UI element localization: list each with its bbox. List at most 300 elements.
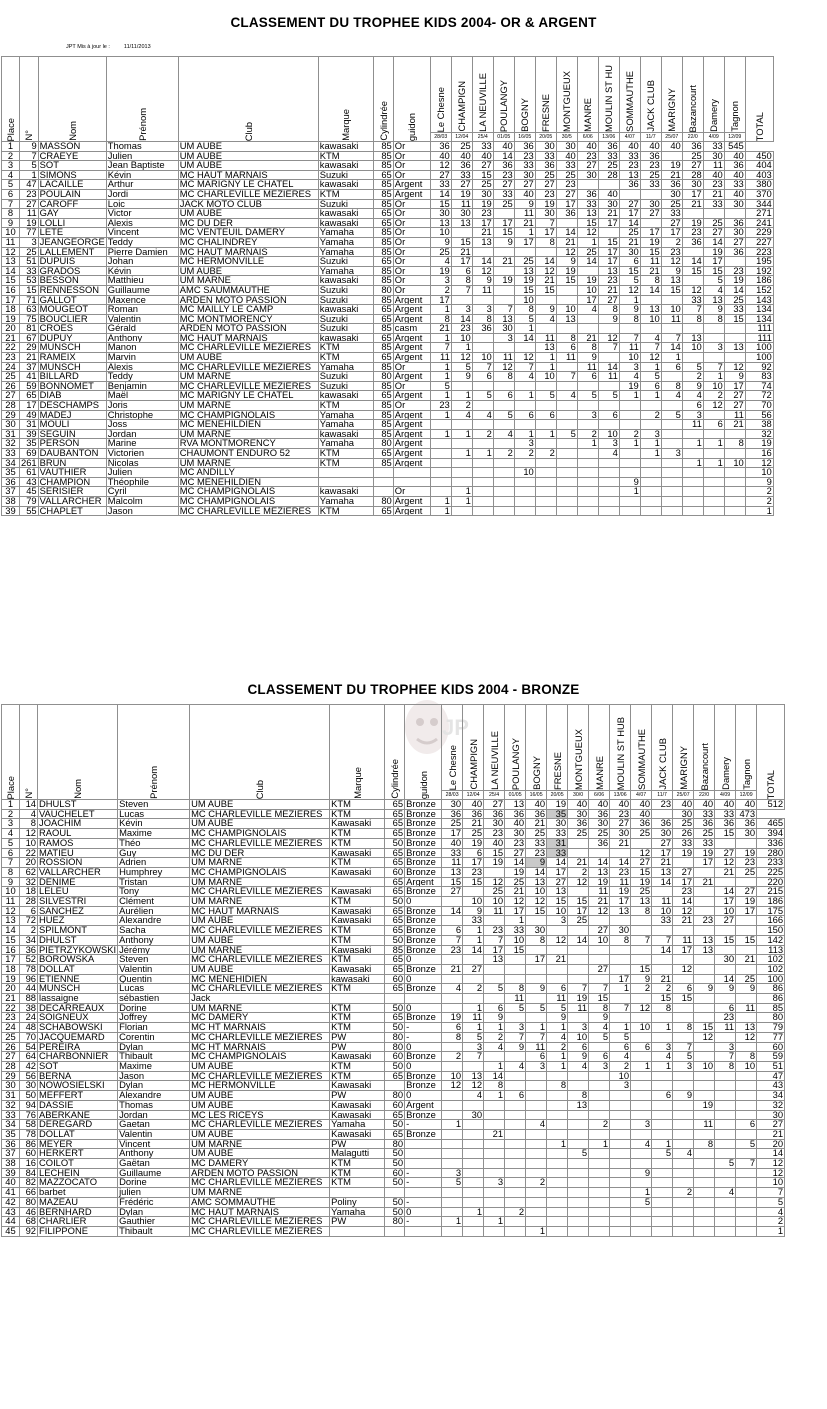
table-cell: 1 [2,142,20,152]
table-cell [673,1226,694,1236]
table-cell: 21 [484,1129,505,1139]
table-cell [442,994,463,1004]
table-cell [430,420,451,430]
table-cell: 14 [2,926,20,936]
table-cell [631,1159,652,1169]
table-cell [619,468,640,478]
table-cell: 12 [703,401,724,411]
table-cell [652,1032,673,1042]
table-cell [610,848,631,858]
table-cell: 9 [484,1013,505,1023]
table-cell: 15 [493,228,514,238]
table-cell [673,974,694,984]
table-cell: 40 [631,809,652,819]
table-cell: 12 [505,897,526,907]
table-cell: 42 [20,1061,38,1071]
table-cell: 2 [703,391,724,401]
table-cell: 30 [535,142,556,152]
table-cell: Anthony [118,935,190,945]
race-date: 4/09 [704,132,724,141]
table-cell: 1 [514,324,535,334]
table-cell: Kawasaki [330,887,385,897]
table-cell: 13 [547,887,568,897]
table-cell: Suzuki [318,295,373,305]
table-cell [463,1168,484,1178]
table-cell: 35 [547,809,568,819]
table-cell [736,916,757,926]
table-cell: 100 [757,974,785,984]
table-cell [405,1226,442,1236]
table-cell: 11 [451,199,472,209]
header-displacement [385,705,405,800]
table-cell [715,1110,736,1120]
table-cell: 8 [493,372,514,382]
table-cell: Or [393,151,430,161]
table-cell: BILLARD [38,372,106,382]
table-cell: Gauthier [118,1217,190,1227]
header-brand-label: Marque [340,109,352,141]
table-cell [661,151,682,161]
table-cell: AMC SAUMMAUTHE [178,285,318,295]
table-cell: 13 [619,170,640,180]
table-cell: KTM [318,449,373,459]
race-date: 12/09 [725,132,745,141]
table-cell [568,1159,589,1169]
table-row [2,314,774,324]
table-cell: Valentin [118,964,190,974]
header-race [463,705,484,800]
table-cell: 10 [484,897,505,907]
table-cell [505,1159,526,1169]
table-cell [715,1100,736,1110]
table-cell: 85 [373,410,393,420]
table-cell [393,477,430,487]
table-cell [526,1091,547,1101]
table-cell: 1 [484,1061,505,1071]
table-cell: GAY [38,209,106,219]
table-cell: 2 [535,449,556,459]
table-cell [589,1110,610,1120]
table-cell: 12 [736,1032,757,1042]
table-cell: 31 [20,420,39,430]
table-cell: MC CHARLEVILLE MEZIERES [190,1032,330,1042]
table-cell: 5 [703,276,724,286]
table-cell: 67 [20,333,39,343]
table-cell: 17 [640,228,661,238]
table-row [2,496,774,506]
table-cell: 80 [757,1013,785,1023]
table-cell: 27 [724,391,745,401]
header-place [2,705,20,800]
table-cell: 4 [640,333,661,343]
table-cell: Guillaume [118,1168,190,1178]
table-cell: CHARLIER [38,1217,118,1227]
table-cell: 63 [20,305,39,315]
table-cell [547,974,568,984]
table-cell: 19 [505,867,526,877]
table-cell: 15 [682,266,703,276]
table-cell: MC DU DER [190,848,330,858]
table-cell: 4 [568,1061,589,1071]
table-cell [526,1168,547,1178]
table-cell: Or [393,199,430,209]
table-cell: 7 [442,935,463,945]
header-race [736,705,757,800]
table-cell: CRAEYE [38,151,106,161]
table-cell [442,1226,463,1236]
table-cell: 40 [463,800,484,810]
table-cell [589,1042,610,1052]
table-cell: Jérémy [118,945,190,955]
table-cell: RAMOS [38,838,118,848]
table-cell: 8 [526,935,547,945]
table-cell: 14 [505,858,526,868]
table-cell: PERSON [38,439,106,449]
race-date: 25/07 [662,132,682,141]
table-cell: 1 [451,429,472,439]
table-cell [652,1188,673,1198]
table-cell: 15 [703,266,724,276]
table-cell: 18 [20,887,38,897]
table-cell: 36 [724,218,745,228]
table-cell: 36 [568,819,589,829]
table-cell: 14 [463,945,484,955]
table-cell [484,1188,505,1198]
table-cell: 227 [745,237,773,247]
race-name: MONTGUEUX [572,729,584,790]
table-cell: Argent [393,420,430,430]
header-race [493,57,514,142]
table-cell: 31 [547,838,568,848]
table-cell: Argent [393,343,430,353]
table-cell: 4 [472,410,493,420]
update-label: JPT Mis à jour le : [66,44,110,50]
header-race [715,705,736,800]
table-cell: 24 [2,1023,20,1033]
table-cell: 7 [451,285,472,295]
table-cell: Steven [118,800,190,810]
table-cell [493,477,514,487]
table-cell: 27 [724,237,745,247]
table-cell: KTM [330,1168,385,1178]
table-cell: 13 [694,935,715,945]
table-cell [484,1207,505,1217]
table-row [2,180,774,190]
table-cell: Loic [106,199,178,209]
table-cell: 86 [20,1139,38,1149]
table-cell: 50 [385,1120,405,1130]
table-cell: 8 [724,439,745,449]
table-cell: CHARBONNIER [38,1052,118,1062]
table-cell: Bronze [405,819,442,829]
table-cell: LECHEIN [38,1168,118,1178]
table-cell [652,1129,673,1139]
table-cell: Or [393,257,430,267]
table-cell: 17 [505,906,526,916]
table-cell [463,955,484,965]
table-cell: 7 [631,935,652,945]
table-cell: 85 [385,945,405,955]
table-cell: 1 [619,391,640,401]
table-cell [385,994,405,1004]
header-total [757,705,785,800]
table-cell: 11 [682,420,703,430]
table-cell: 60 [385,974,405,984]
table-cell: 7 [505,1032,526,1042]
table-cell: 14 [598,362,619,372]
table-cell: 17 [472,218,493,228]
table-cell: 10 [547,906,568,916]
table-cell [715,1129,736,1139]
table-cell: 11 [610,877,631,887]
table-cell: 2 [2,809,20,819]
table-cell [610,916,631,926]
table-cell: 33 [526,838,547,848]
table-cell: 15 [505,945,526,955]
table-cell: 11 [472,285,493,295]
table-cell: 85 [373,420,393,430]
header-first-name [118,705,190,800]
table-cell: 150 [757,926,785,936]
table-cell: 27 [547,877,568,887]
table-cell: 27 [484,800,505,810]
table-cell: 23 [493,170,514,180]
table-cell [484,974,505,984]
table-cell: 9 [568,1052,589,1062]
table-cell: 80 [385,1042,405,1052]
table-cell: 8 [505,984,526,994]
table-cell: 17 [598,257,619,267]
table-cell [463,1120,484,1130]
table-cell: 65 [20,391,39,401]
table-cell: Kawasaki [330,848,385,858]
table-cell: 25 [505,877,526,887]
table-cell: 30 [673,809,694,819]
table-cell: 50 [385,897,405,907]
table-cell: 36 [451,161,472,171]
table-cell [673,1100,694,1110]
table-cell: 225 [757,867,785,877]
race-date: 30/5 [557,132,577,141]
table-cell: 27 [610,819,631,829]
table-cell [736,1207,757,1217]
table-cell [547,1091,568,1101]
table-cell: BOROWSKA [38,955,118,965]
table-cell: 1 [577,439,598,449]
table-cell [703,324,724,334]
table-cell: 19 [724,276,745,286]
table-cell [694,906,715,916]
race-name: FRESNE [540,93,552,132]
table-cell [598,228,619,238]
table-cell [598,324,619,334]
table-cell: 10 [2,228,20,238]
table-cell: 30 [589,819,610,829]
table-row [2,161,774,171]
race-name: MOULIN ST HU [603,64,615,132]
table-cell: 19 [2,974,20,984]
table-cell: 380 [745,180,773,190]
table-cell: 7 [472,362,493,372]
table-cell: Dorine [118,1003,190,1013]
table-cell: 6 [682,401,703,411]
table-cell: 14 [568,935,589,945]
table-cell: Poliny [330,1197,385,1207]
table-cell: SOT [38,1061,118,1071]
table-cell: 23 [535,189,556,199]
table-cell: 22 [20,848,38,858]
table-cell: 30 [472,189,493,199]
table-row [2,381,774,391]
table-cell: 21 [472,228,493,238]
table-cell: 1 [652,1139,673,1149]
table-cell [631,1207,652,1217]
table-cell: UM MARNE [190,1139,330,1149]
table-cell: Marine [106,439,178,449]
table-row [2,964,785,974]
table-cell [577,314,598,324]
table-cell [703,353,724,363]
table-row [2,935,785,945]
table-cell: 18 [2,305,20,315]
table-cell: Thomas [106,142,178,152]
table-cell: Dylan [118,1081,190,1091]
table-cell [598,381,619,391]
table-cell: Bronze [405,964,442,974]
table-cell: HERKERT [38,1149,118,1159]
table-cell: 50 [20,1091,38,1101]
table-cell: 6 [442,926,463,936]
table-cell [736,1129,757,1139]
table-cell: MC CHARLEVILLE MEZIERES [178,381,318,391]
table-cell: 25 [736,867,757,877]
table-cell: 50 [385,838,405,848]
table-cell: 12 [598,333,619,343]
table-cell: 186 [745,276,773,286]
race-name: POULANGY [509,737,521,790]
table-cell: UM AUBE [190,916,330,926]
table-cell: 4 [20,809,38,819]
table-cell: 4 [526,1120,547,1130]
table-cell: 17 [2,295,20,305]
table-cell: 3 [631,1120,652,1130]
table-cell: UM AUBE [190,1129,330,1139]
table-cell: 14 [673,897,694,907]
table-cell: 33 [514,161,535,171]
race-name: MARIGNY [666,88,678,132]
table-cell: 6 [493,391,514,401]
table-cell: DOLLAT [38,964,118,974]
race-name: FRESNE [551,751,563,790]
table-cell: 78 [20,1129,38,1139]
table-cell [694,1226,715,1236]
table-cell [631,1129,652,1139]
table-cell: 3 [682,410,703,420]
table-cell: MC MARIGNY LE CHATEL [178,391,318,401]
table-cell: 33 [724,180,745,190]
table-cell: kawasaki [318,429,373,439]
table-cell: - [405,1178,442,1188]
table-cell [715,1139,736,1149]
table-cell [505,964,526,974]
table-cell: 26 [2,1042,20,1052]
table-cell [631,1052,652,1062]
table-cell [577,381,598,391]
table-cell: 4 [505,1061,526,1071]
table-cell: 14 [442,906,463,916]
table-cell: UM AUBE [190,819,330,829]
table-cell: 36 [2,477,20,487]
table-cell: 17 [451,257,472,267]
table-cell [547,1188,568,1198]
table-cell: 25 [568,829,589,839]
table-cell: 66 [20,1188,38,1198]
table-cell: 1 [547,1023,568,1033]
table-cell: PW [330,1042,385,1052]
table-cell: UM AUBE [190,964,330,974]
table-cell: 5 [472,391,493,401]
table-cell: 15 [547,897,568,907]
table-cell: 23 [484,829,505,839]
table-cell: 61 [20,468,39,478]
table-cell: 8 [484,1081,505,1091]
race-name: CHAMPIGN [467,739,479,790]
header-brand [330,705,385,800]
table-cell: 64 [20,1052,38,1062]
table-cell: 9 [619,477,640,487]
table-cell: 2 [547,1042,568,1052]
table-cell: Bronze [405,887,442,897]
table-cell: 15 [484,848,505,858]
table-cell: 6 [715,1003,736,1013]
table-cell: MC DU DER [178,218,318,228]
table-cell: 65 [385,916,405,926]
table-cell: Dylan [118,1207,190,1217]
table-cell: 65 [385,877,405,887]
table-cell [631,994,652,1004]
table-cell [661,420,682,430]
table-cell: BESSON [38,276,106,286]
race-name: POULANGY [498,79,510,132]
table-cell: 60 [385,1168,405,1178]
table-cell [724,257,745,267]
table-cell: 54 [20,1042,38,1052]
table-cell: 60 [385,1052,405,1062]
table-cell [451,228,472,238]
table-cell: SEGUIN [38,429,106,439]
table-cell [463,1061,484,1071]
table-cell: 51 [757,1061,785,1071]
table-cell: - [405,1120,442,1130]
table-cell: 13 [535,343,556,353]
table-cell: Manon [106,343,178,353]
table-cell [535,458,556,468]
table-cell [724,449,745,459]
table-cell: 27 [673,867,694,877]
table-cell: 65 [373,449,393,459]
table-cell: 23 [736,858,757,868]
table-cell: SOT [38,161,106,171]
table-cell: MADEJ [38,410,106,420]
table-cell: kawasaki [318,487,373,497]
table-cell: 4 [610,1052,631,1062]
table-cell: POULAIN [38,189,106,199]
table-cell [505,1197,526,1207]
table-cell: Bronze [405,867,442,877]
table-cell: 134 [745,305,773,315]
table-cell: Victorien [106,449,178,459]
table-cell [610,1120,631,1130]
